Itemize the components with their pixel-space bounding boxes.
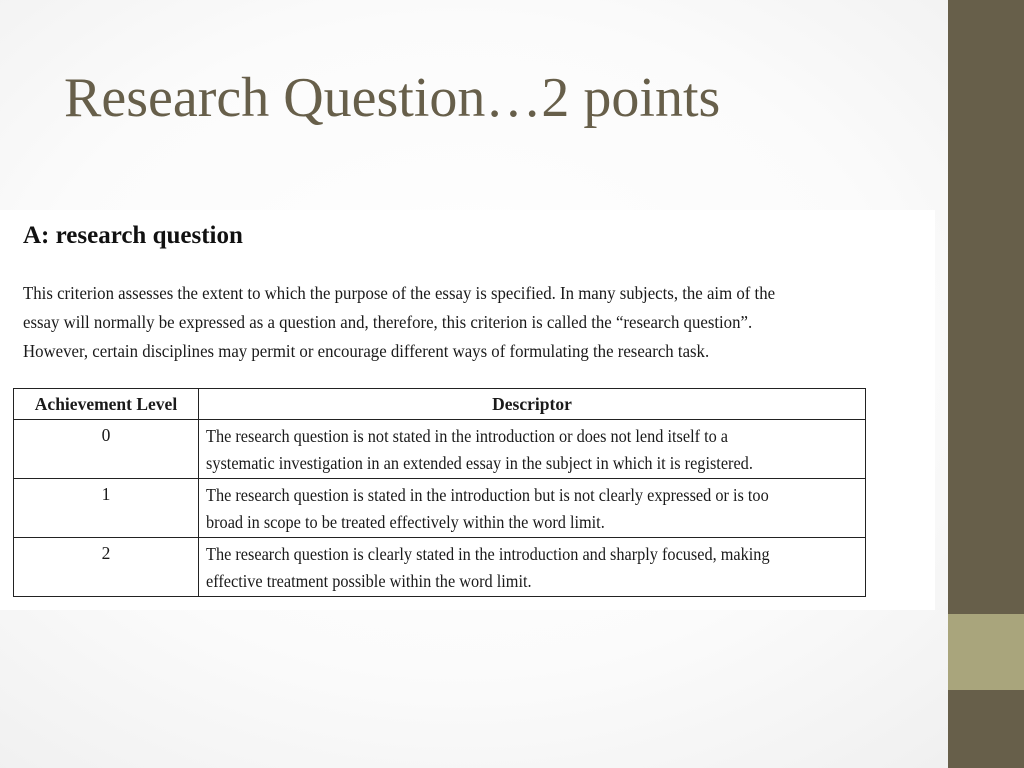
- descriptor-line: The research question is not stated in the introduction or does not lend itself to a: [206, 426, 729, 446]
- descriptor-cell: [199, 420, 866, 479]
- table-row: [14, 538, 866, 597]
- level-cell: 0: [14, 420, 199, 479]
- descriptor-cell: [199, 479, 866, 538]
- descriptor-line: The research question is clearly stated in the introduction and sharply focused, making: [206, 544, 770, 564]
- descriptor-line: systematic investigation in an extended essay in the subject in which it is registered.: [206, 453, 753, 473]
- header-achievement-level: Achievement Level: [14, 389, 199, 420]
- table-row: [14, 479, 866, 538]
- descriptor-line: broad in scope to be treated effectively within the word limit.: [206, 512, 605, 532]
- description-line: However, certain disciplines may permit or encourage different ways of formulating the research task.: [23, 341, 710, 361]
- rubric-description: [23, 279, 882, 366]
- level-cell: 1: [14, 479, 199, 538]
- table-header-row: [14, 389, 866, 420]
- description-line: This criterion assesses the extent to which the purpose of the essay is specified. In many subjects, the aim of the: [23, 283, 776, 303]
- slide-title: Research Question…2 points: [64, 67, 721, 129]
- descriptor-line: The research question is stated in the introduction but is not clearly expressed or is too: [206, 485, 769, 505]
- descriptor-line: effective treatment possible within the word limit.: [206, 571, 532, 591]
- descriptor-cell: [199, 538, 866, 597]
- rubric-image: [0, 210, 935, 610]
- table-row: [14, 420, 866, 479]
- description-line: essay will normally be expressed as a question and, therefore, this criterion is called the “research question”.: [23, 312, 753, 332]
- rubric-table: [13, 388, 866, 597]
- rubric-heading: A: research question: [23, 222, 243, 249]
- header-descriptor: Descriptor: [199, 389, 866, 420]
- slide-side-accent: [948, 614, 1024, 690]
- level-cell: 2: [14, 538, 199, 597]
